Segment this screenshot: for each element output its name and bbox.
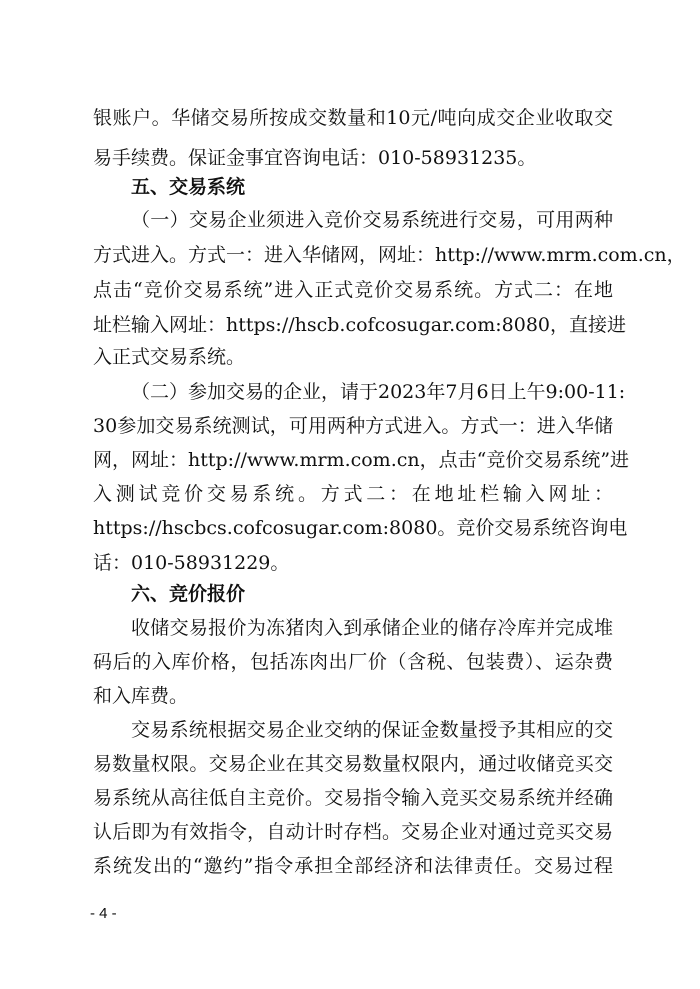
body-line: 入正式交易系统。 [93,346,246,368]
page-number: - 4 - [90,905,117,922]
body-line: 认后即为有效指令，自动计时存档。交易企业对通过竞买交易 [93,821,613,843]
body-line: 和入库费。 [93,685,189,707]
body-line: 易手续费。保证金事宜咨询电话：010-58931235。 [93,147,537,169]
body-line: （二）参加交易的企业，请于2023年7月6日上午9:00-11: [131,381,626,403]
section-heading-trading-system: 五、交易系统 [131,176,246,198]
body-line: 易数量权限。交易企业在其交易数量权限内，通过收储竞买交 [93,753,613,775]
section-heading-bid-quotation: 六、竞价报价 [131,583,246,605]
body-line: 址栏输入网址：https://hscb.cofcosugar.com:8080，直接进 [93,314,627,336]
body-line: 入测试竞价交易系统。方式二：在地址栏输入网址： [93,483,613,505]
body-line: 易系统从高往低自主竞价。交易指令输入竞买交易系统并经确 [93,787,613,809]
body-line: （一）交易企业须进入竞价交易系统进行交易，可用两种 [131,209,613,231]
body-line: 点击“竞价交易系统”进入正式竞价交易系统。方式二：在地 [93,279,613,301]
body-line: 方式进入。方式一：进入华储网，网址：http://www.mrm.com.cn， [93,244,686,266]
body-line: 网，网址：http://www.mrm.com.cn，点击“竞价交易系统”进 [93,449,630,471]
body-line: 交易系统根据交易企业交纳的保证金数量授予其相应的交 [131,719,613,741]
body-line: 收储交易报价为冻猪肉入到承储企业的储存冷库并完成堆 [131,617,613,639]
body-line: 话：010-58931229。 [93,552,290,574]
body-line: 银账户。华储交易所按成交数量和10元/吨向成交企业收取交 [93,107,613,129]
body-line: https://hscbcs.cofcosugar.com:8080。竞价交易系统咨询电 [93,517,628,539]
body-line: 30参加交易系统测试，可用两种方式进入。方式一：进入华储 [93,415,613,437]
body-line: 系统发出的“邀约”指令承担全部经济和法律责任。交易过程 [93,855,613,877]
body-line: 码后的入库价格，包括冻肉出厂价（含税、包装费）、运杂费 [93,651,613,673]
